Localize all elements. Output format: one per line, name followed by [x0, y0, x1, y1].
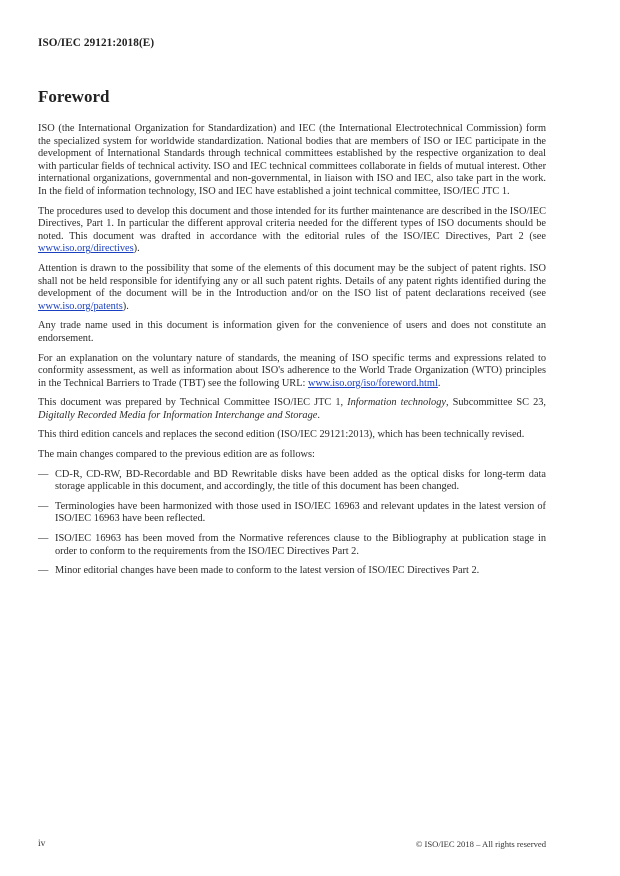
- list-item-text: Minor editorial changes have been made to conform to the latest version of ISO/IEC Directives Part 2.: [55, 565, 480, 577]
- committee-name: Information technology: [347, 397, 446, 409]
- list-item-text: Terminologies have been harmonized with those used in ISO/IEC 16963 and relevant updates in the latest version of ISO/IEC 16963 have been reflected.: [55, 500, 546, 525]
- list-item: [38, 533, 546, 558]
- paragraph-changes-intro: The main changes compared to the previous edition are as follows:: [38, 449, 315, 461]
- paragraph-text: The procedures used to develop this document and those intended for its further maintenance are described in the ISO/IEC Directives, Part 1. In particular the different approval criteria needed for the different types of ISO documents should be noted. This document was drafted in accordance with the editorial rules of the ISO/IEC Directives, Part 2 (see: [38, 205, 546, 242]
- directives-link[interactable]: www.iso.org/directives: [38, 243, 134, 255]
- paragraph-procedures: [38, 206, 546, 256]
- paragraph-trade-name: Any trade name used in this document is information given for the convenience of users and does not constitute an endorsement.: [38, 320, 546, 344]
- paragraph-text: Attention is drawn to the possibility that some of the elements of this document may be the subject of patent rights. ISO shall not be held responsible for identifying any or all such patent rights. Details of any patent rights identified during the development of the document will be in the Introduction and/or on the ISO list of patent declarations received (see: [38, 262, 546, 300]
- paragraph-prepared-by: [38, 397, 546, 422]
- page-number: iv: [38, 839, 46, 849]
- list-item-text: CD-R, CD-RW, BD-Recordable and BD Rewritable disks have been added as the optical disks for long-term data storage applicable in this document, and accordingly, the title of this document has been changed.: [55, 468, 546, 493]
- paragraph-text: This document was prepared by Technical Committee ISO/IEC JTC 1,: [38, 397, 348, 409]
- page-title: Foreword: [38, 87, 110, 106]
- paragraph-text: For an explanation on the voluntary nature of standards, the meaning of ISO specific terms and expressions related to conformity assessment, as well as information about ISO's adherence to the World Trade Organization (WTO) principles in the Technical Barriers to Trade (TBT) see the following URL:: [38, 352, 546, 389]
- paragraph-text: .: [437, 377, 441, 389]
- paragraph-patents: [38, 263, 546, 313]
- foreword-link[interactable]: www.iso.org/iso/foreword.html: [307, 377, 438, 389]
- changes-list: [38, 469, 546, 578]
- paragraph-text: ).: [122, 300, 129, 312]
- patents-link[interactable]: www.iso.org/patents: [38, 300, 123, 312]
- paragraph-voluntary-nature: [38, 353, 546, 391]
- copyright-notice: © ISO/IEC 2018 – All rights reserved: [415, 839, 546, 849]
- list-item: [38, 469, 546, 494]
- dash-bullet: —: [38, 468, 49, 480]
- paragraph-edition: This third edition cancels and replaces the second edition (ISO/IEC 29121:2013), which has been technically revised.: [38, 429, 525, 441]
- subcommittee-name: Digitally Recorded Media for Information Interchange and Storage: [38, 409, 318, 421]
- document-id-header: ISO/IEC 29121:2018(E): [38, 37, 155, 49]
- dash-bullet: —: [38, 533, 49, 545]
- paragraph-text: , Subcommittee SC 23,: [445, 397, 546, 409]
- paragraph-organizations: ISO (the International Organization for Standardization) and IEC (the International Electrotechnical Commission) form the specialized system for worldwide standardization. National bodies that are members of ISO or IEC participate in the development of International Standards through technical committees established by the respective organization to deal with particular fields of technical activity. ISO and IEC technical committees collaborate in fields of mutual interest. Other international organizations, governmental and non-governmental, in liaison with ISO and IEC, also take part in the work. In the field of information technology, ISO and IEC have established a joint technical committee, ISO/IEC JTC 1.: [38, 123, 547, 197]
- paragraph-text: ).: [133, 243, 140, 255]
- list-item: [38, 565, 546, 578]
- dash-bullet: —: [38, 565, 49, 577]
- foreword-body: [38, 123, 546, 585]
- dash-bullet: —: [38, 500, 49, 512]
- list-item-text: ISO/IEC 16963 has been moved from the Normative references clause to the Bibliography at publication stage in order to conform to the requirements from the ISO/IEC Directives Part 2.: [55, 533, 546, 557]
- list-item: [38, 501, 546, 526]
- paragraph-text: .: [317, 409, 320, 421]
